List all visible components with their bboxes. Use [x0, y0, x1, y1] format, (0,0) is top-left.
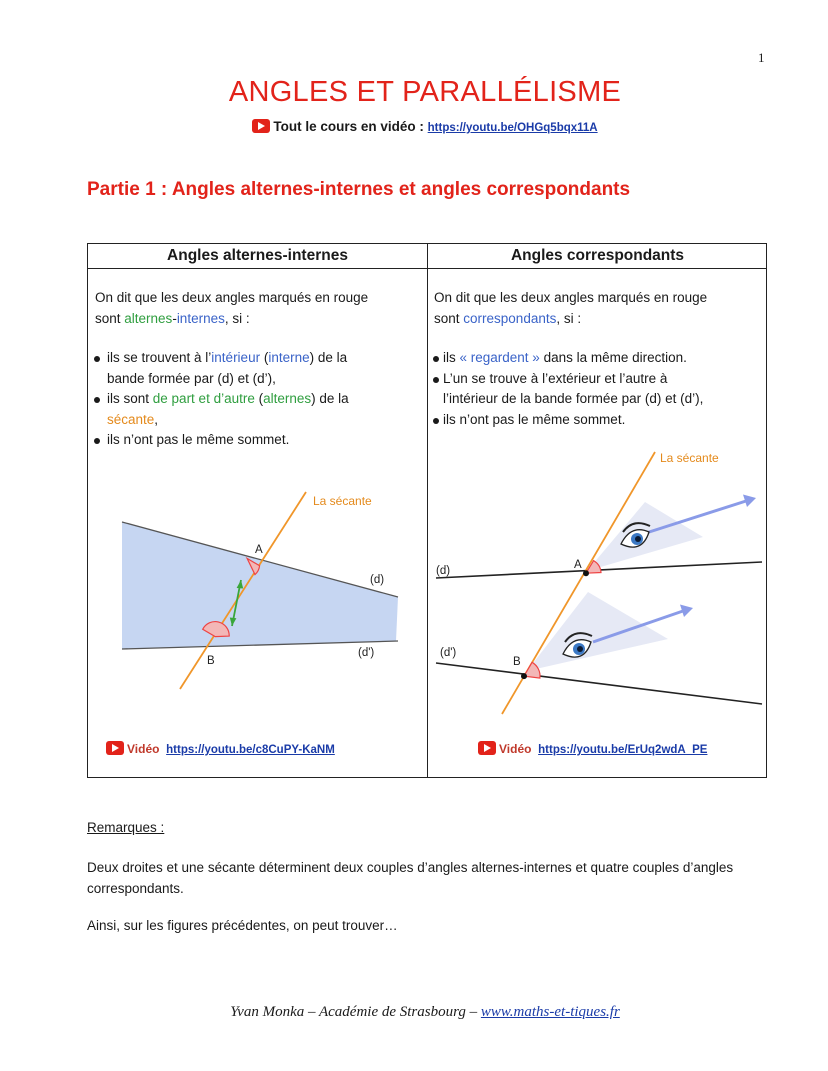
- term-correspondants: correspondants: [463, 310, 557, 326]
- figure-right-line-d2-label: (d'): [440, 647, 457, 659]
- right-bullet-3: ils n’ont pas le même sommet.: [432, 410, 766, 431]
- left-bullet-2-cont: sécante,: [107, 411, 159, 427]
- left-bullet-2: ils sont de part et d’autre (alternes) de la: [93, 389, 423, 410]
- figure-left-point-a: A: [255, 544, 263, 556]
- figure-left-secant-label: La sécante: [313, 494, 372, 508]
- remarks-title: Remarques :: [87, 820, 165, 835]
- right-intro-line1: On dit que les deux angles marqués en rouge: [434, 290, 708, 305]
- page-footer: [0, 1004, 828, 1021]
- term-alternes: alternes: [124, 310, 173, 326]
- right-video-link-row: [478, 741, 707, 756]
- figure-right-line-d-label: (d): [436, 565, 451, 577]
- figure-left-line-d2-label: (d'): [358, 647, 375, 659]
- left-conditions: [93, 348, 423, 451]
- left-video-link-row: [106, 741, 335, 756]
- right-conditions: [432, 348, 766, 430]
- figure-left-line-d-label: (d): [370, 574, 385, 586]
- table-header-rule: [88, 268, 766, 269]
- left-video-play-icon[interactable]: [106, 741, 124, 755]
- video-play-icon[interactable]: [252, 119, 270, 133]
- course-video-line: [0, 119, 828, 134]
- footer-text: Yvan Monka – Académie de Strasbourg –: [230, 1004, 481, 1020]
- remarks-paragraph-2: Ainsi, sur les figures précédentes, on peut trouver…: [87, 918, 398, 933]
- footer-website-link[interactable]: www.maths-et-tiques.fr: [480, 1004, 620, 1020]
- part-title: Partie 1 : Angles alternes-internes et angles correspondants: [87, 179, 631, 200]
- page-title: ANGLES ET PARALLÉLISME: [228, 76, 622, 108]
- point-a-dot: [583, 570, 589, 576]
- page-number: 1: [758, 50, 765, 65]
- left-intro-line1: On dit que les deux angles marqués en rouge: [95, 290, 369, 305]
- figure-right-secant-label: La sécante: [660, 451, 719, 465]
- right-intro: [434, 288, 764, 329]
- right-video-play-icon[interactable]: [478, 741, 496, 755]
- figure-correspondants: [428, 444, 767, 719]
- course-video-link[interactable]: https://youtu.be/OHGq5bqx11A: [427, 122, 598, 134]
- header-correspondants: Angles correspondants: [510, 247, 685, 264]
- term-internes: internes: [176, 310, 225, 326]
- figure-alternes-internes: [108, 484, 408, 699]
- figure-right-point-a: A: [574, 559, 582, 571]
- point-b-dot: [521, 673, 527, 679]
- left-bullet-3: ils n’ont pas le même sommet.: [93, 430, 423, 451]
- remarks-paragraph-1: Deux droites et une sécante déterminent deux couples d’angles alternes-internes et quatre couples d’angles correspondants.: [87, 860, 734, 896]
- figure-right-point-b: B: [513, 656, 521, 668]
- left-intro-line2: sont alternes-internes, si :: [95, 310, 250, 326]
- right-bullet-2: L’un se trouve à l’extérieur et l’autre à: [432, 369, 766, 390]
- right-video-link[interactable]: https://youtu.be/ErUq2wdA_PE: [538, 744, 708, 756]
- right-intro-line2: sont correspondants, si :: [434, 310, 582, 326]
- figure-left-point-b: B: [207, 655, 215, 667]
- line-d2: [436, 663, 762, 704]
- course-video-label: Tout le cours en vidéo :: [273, 119, 428, 134]
- right-bullet-1: ils « regardent » dans la même direction.: [432, 348, 766, 369]
- left-video-link[interactable]: https://youtu.be/c8CuPY-KaNM: [166, 744, 335, 756]
- left-bullet-1-cont: bande formée par (d) et (d’),: [107, 370, 276, 386]
- right-video-label: Vidéo: [499, 742, 532, 756]
- header-alternes-internes: Angles alternes-internes: [167, 247, 348, 264]
- left-bullet-1: ils se trouvent à l’intérieur (interne) de la: [93, 348, 423, 369]
- vision-cone-bottom: [527, 592, 668, 671]
- right-bullet-2-cont: l’intérieur de la bande formée par (d) et (d’),: [443, 391, 704, 406]
- left-intro: [95, 288, 425, 329]
- definitions-table: [87, 243, 767, 778]
- left-video-label: Vidéo: [127, 742, 160, 756]
